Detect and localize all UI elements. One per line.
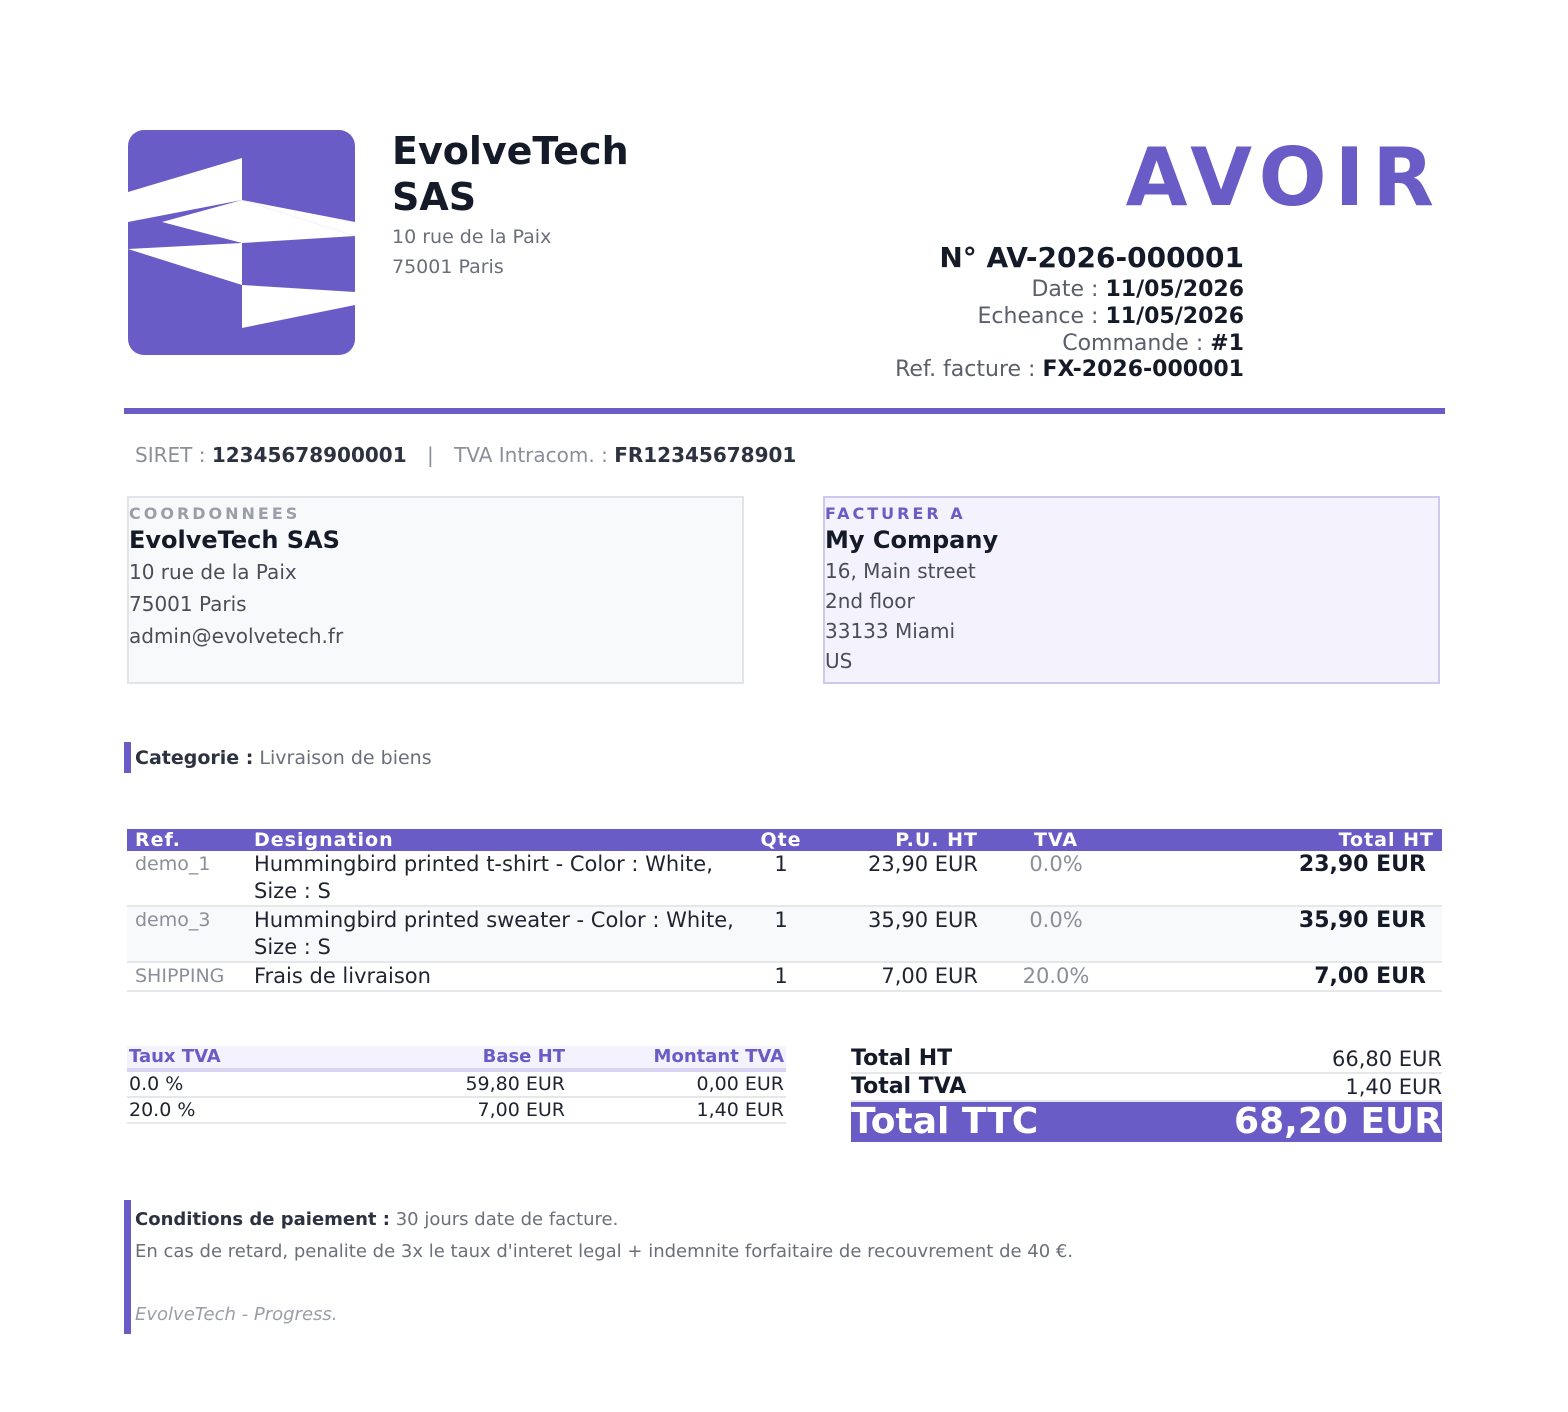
total-ttc-value: 68,20 EUR [1131,1101,1442,1142]
bill-to-line: US [825,649,853,673]
payment-terms-label: Conditions de paiement : [135,1209,390,1230]
document-number: N° AV-2026-000001 [939,241,1244,274]
table-row [127,851,1442,906]
category-accent-bar [124,742,131,773]
seller-address-line: 75001 Paris [392,256,504,278]
seller-email: admin@evolvetech.fr [129,624,344,648]
total-ht-row [851,1046,1442,1073]
item-total: 35,90 EUR [1126,906,1442,962]
item-qty: 1 [746,962,816,991]
bill-to-line: 2nd floor [825,589,915,613]
total-tva-value: 1,40 EUR [1131,1073,1442,1101]
meta-due-date: Echeance : 11/05/2026 [977,304,1244,329]
footer-tagline: EvolveTech - Progress. [135,1304,338,1325]
payment-terms-value: 30 jours date de facture. [395,1209,619,1230]
vat-amount: 0,00 EUR [567,1070,786,1097]
document-type: AVOIR [1125,131,1442,224]
category-label: Categorie : [135,747,254,769]
total-ttc-row [851,1101,1442,1142]
vat-base: 59,80 EUR [387,1070,567,1097]
seller-details-label: COORDONNEES [129,504,301,523]
item-vat: 20.0% [986,962,1126,991]
seller-details-name: EvolveTech SAS [129,526,340,554]
vat-row [127,1070,786,1097]
bill-to-box [823,496,1440,684]
vat-header-amount: Montant TVA [567,1046,786,1070]
table-row [127,906,1442,962]
terms-accent-bar [124,1200,131,1334]
vat-row [127,1097,786,1123]
meta-date: Date : 11/05/2026 [1031,277,1244,302]
payment-terms [135,1207,618,1233]
bill-to-line: 16, Main street [825,559,976,583]
total-ht-value: 66,80 EUR [1131,1046,1442,1073]
vat-amount: 1,40 EUR [567,1097,786,1123]
item-qty: 1 [746,906,816,962]
vat-base: 7,00 EUR [387,1097,567,1123]
seller-details-line: 10 rue de la Paix [129,560,297,584]
item-unit-price: 35,90 EUR [816,906,986,962]
identifier-separator: | [427,443,434,467]
items-header-row [127,829,1442,851]
item-designation: Hummingbird printed sweater - Color : White, Size : S [246,906,746,962]
company-logo [128,130,355,355]
seller-details-box [127,496,744,684]
vat-summary-table [127,1046,786,1124]
evolvetech-logo-icon [128,130,355,355]
item-unit-price: 7,00 EUR [816,962,986,991]
meta-order: Commande : #1 [1062,331,1244,356]
column-header-total: Total HT [1126,829,1442,851]
total-tva-row [851,1073,1442,1101]
item-total: 23,90 EUR [1126,851,1442,906]
bill-to-label: FACTURER A [825,504,966,523]
item-vat: 0.0% [986,906,1126,962]
category-value: Livraison de biens [259,747,432,769]
vat-header-row [127,1046,786,1070]
vat-rate: 0.0 % [127,1070,387,1097]
table-row [127,962,1442,991]
seller-name: EvolveTech SAS [392,129,629,219]
late-penalty-notice: En cas de retard, penalite de 3x le taux d'interet legal + indemnite forfaitaire de recouvrement de 40 €. [135,1241,1074,1262]
column-header-ref: Ref. [127,829,246,851]
total-tva-label: Total TVA [851,1073,1131,1101]
item-unit-price: 23,90 EUR [816,851,986,906]
header-divider [124,408,1445,414]
column-header-qty: Qte [746,829,816,851]
column-header-vat: TVA [986,829,1126,851]
totals-table [851,1046,1442,1142]
item-vat: 0.0% [986,851,1126,906]
total-ht-label: Total HT [851,1046,1131,1073]
siret-value: 12345678900001 [211,443,407,467]
bill-to-name: My Company [825,526,999,554]
vat-header-base: Base HT [387,1046,567,1070]
item-ref: SHIPPING [127,962,246,991]
item-qty: 1 [746,851,816,906]
vat-rate: 20.0 % [127,1097,387,1123]
item-ref: demo_1 [127,851,246,906]
item-designation: Frais de livraison [246,962,746,991]
company-identifiers [135,442,796,468]
seller-address [392,222,551,282]
category [135,745,432,771]
item-designation: Hummingbird printed t-shirt - Color : White, Size : S [246,851,746,906]
seller-details-line: 75001 Paris [129,592,247,616]
bill-to-line: 33133 Miami [825,619,956,643]
items-table [127,829,1442,992]
tva-value: FR12345678901 [614,443,797,467]
seller-address-line: 10 rue de la Paix [392,226,552,248]
total-ttc-label: Total TTC [851,1101,1131,1142]
siret-label: SIRET : [135,443,206,467]
meta-invoice-ref: Ref. facture : FX-2026-000001 [895,357,1244,382]
tva-label: TVA Intracom. : [454,443,608,467]
column-header-designation: Designation [246,829,746,851]
column-header-unit-price: P.U. HT [816,829,986,851]
item-total: 7,00 EUR [1126,962,1442,991]
vat-header-rate: Taux TVA [127,1046,387,1070]
item-ref: demo_3 [127,906,246,962]
